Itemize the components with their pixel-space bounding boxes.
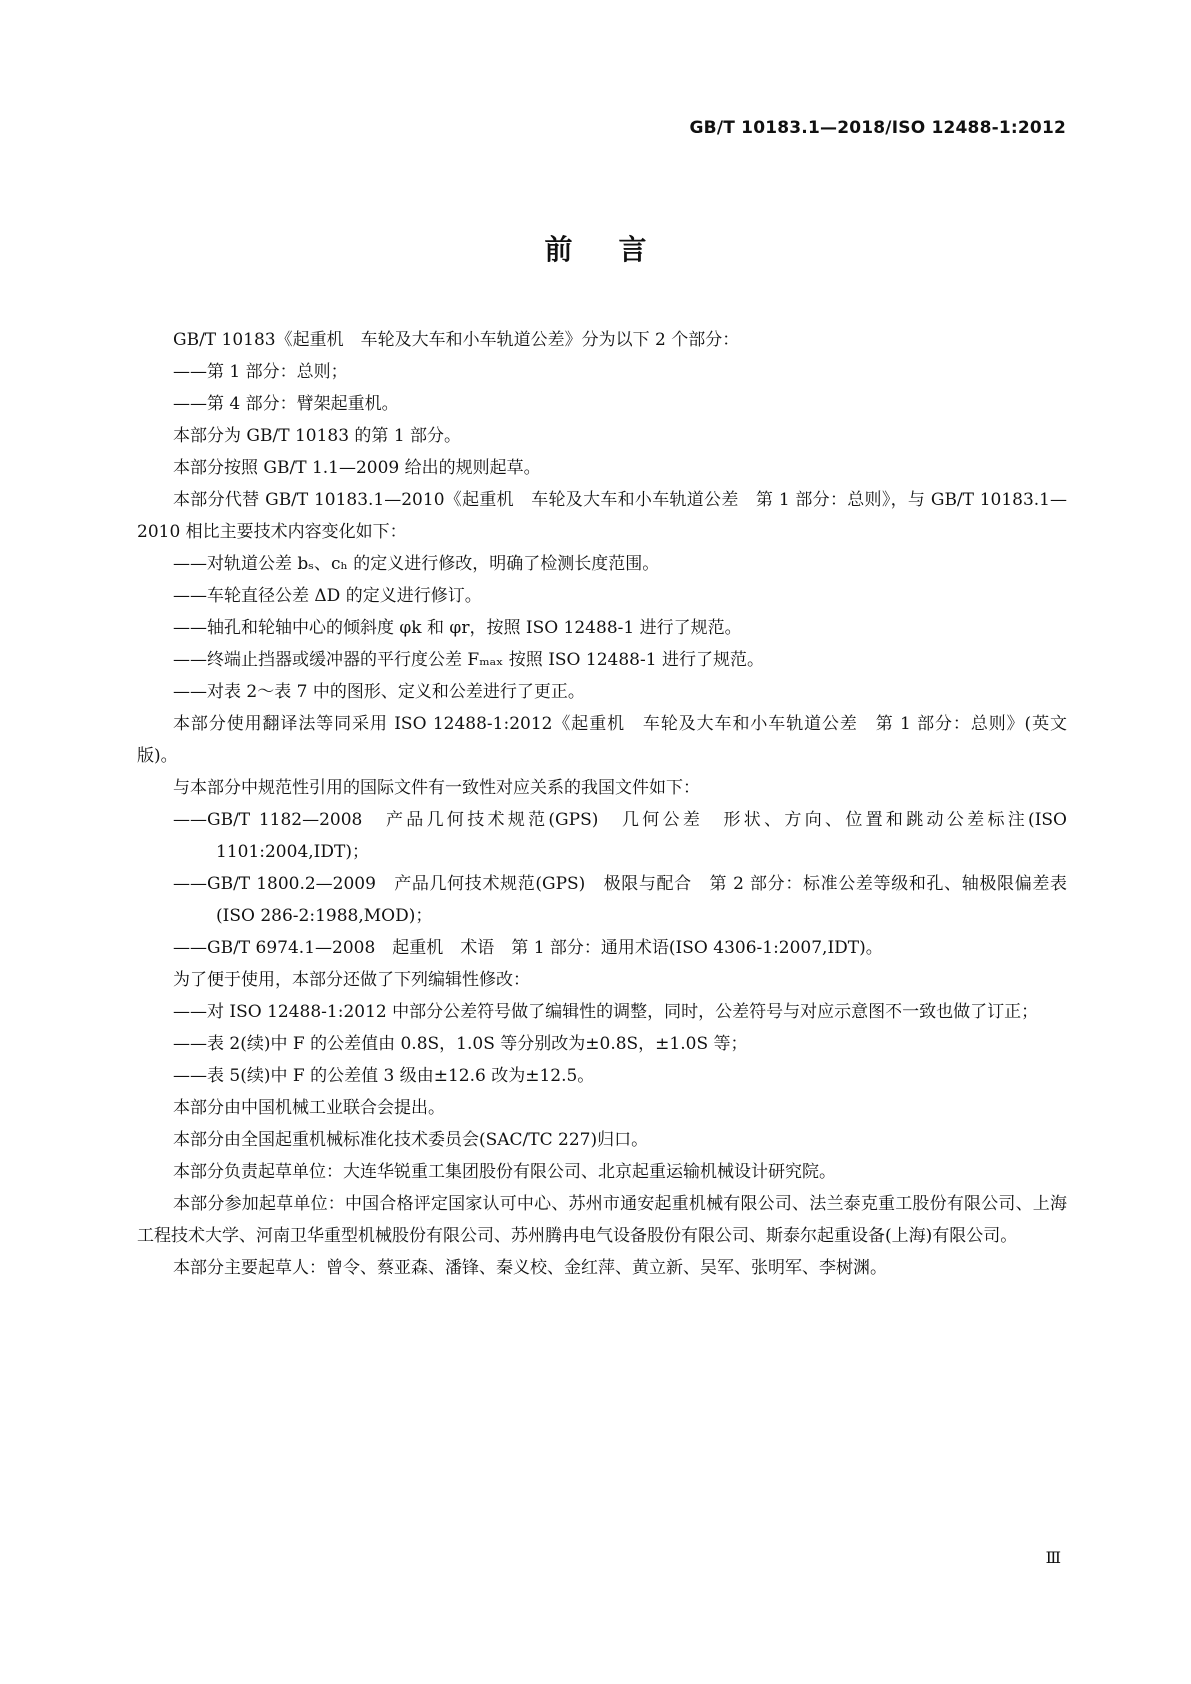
foreword-body [137, 324, 1067, 1284]
paragraph: 为了便于使用，本部分还做了下列编辑性修改： [173, 970, 530, 990]
list-item: ——表 5(续)中 F 的公差值 3 级由±12.6 改为±12.5。 [173, 1066, 595, 1086]
paragraph: 本部分按照 GB/T 1.1—2009 给出的规则起草。 [173, 458, 541, 478]
page-title: 前言 [544, 233, 693, 266]
paragraph: 本部分为 GB/T 10183 的第 1 部分。 [173, 426, 462, 446]
paragraph: GB/T 10183《起重机 车轮及大车和小车轨道公差》分为以下 2 个部分： [173, 330, 740, 350]
list-item: ——第 4 部分：臂架起重机。 [173, 394, 399, 414]
paragraph: 本部分负责起草单位：大连华锐重工集团股份有限公司、北京起重运输机械设计研究院。 [173, 1162, 836, 1182]
list-item: ——GB/T 6974.1—2008 起重机 术语 第 1 部分：通用术语(ISO 4306-1:2007,IDT)。 [173, 938, 883, 958]
list-item: ——表 2(续)中 F 的公差值由 0.8S，1.0S 等分别改为±0.8S，±1.0S 等； [173, 1034, 748, 1054]
list-item: ——车轮直径公差 ΔD 的定义进行修订。 [173, 586, 482, 606]
list-item: ——GB/T 1182—2008 产品几何技术规范(GPS) 几何公差 形状、方向、位置和跳动公差标注(ISO 1101:2004,IDT)； [173, 810, 1067, 862]
list-item: ——第 1 部分：总则； [173, 362, 348, 382]
paragraph: 本部分使用翻译法等同采用 ISO 12488-1:2012《起重机 车轮及大车和小车轨道公差 第 1 部分：总则》(英文版)。 [137, 714, 1067, 766]
list-item: ——对表 2～表 7 中的图形、定义和公差进行了更正。 [173, 682, 585, 702]
paragraph: 本部分参加起草单位：中国合格评定国家认可中心、苏州市通安起重机械有限公司、法兰泰克重工股份有限公司、上海工程技术大学、河南卫华重型机械股份有限公司、苏州腾冉电气设备股份有限公司、斯泰尔起重设备(上海)有限公司。 [137, 1194, 1067, 1246]
paragraph: 本部分代替 GB/T 10183.1—2010《起重机 车轮及大车和小车轨道公差 第 1 部分：总则》，与 GB/T 10183.1—2010 相比主要技术内容变化如下： [137, 490, 1067, 542]
list-item: ——轴孔和轮轴中心的倾斜度 φk 和 φr，按照 ISO 12488-1 进行了规范。 [173, 618, 742, 638]
paragraph: 本部分主要起草人：曾令、蔡亚森、潘锋、秦义校、金红萍、黄立新、吴军、张明军、李树渊。 [173, 1258, 887, 1278]
list-item: ——对 ISO 12488-1:2012 中部分公差符号做了编辑性的调整，同时，公差符号与对应示意图不一致也做了订正； [173, 1002, 1039, 1022]
list-item: ——对轨道公差 bₛ、cₕ 的定义进行修改，明确了检测长度范围。 [173, 554, 660, 574]
paragraph: 本部分由全国起重机械标准化技术委员会(SAC/TC 227)归口。 [173, 1130, 649, 1150]
list-item: ——终端止挡器或缓冲器的平行度公差 Fₘₐₓ 按照 ISO 12488-1 进行了规范。 [173, 650, 764, 670]
list-item: ——GB/T 1800.2—2009 产品几何技术规范(GPS) 极限与配合 第 2 部分：标准公差等级和孔、轴极限偏差表(ISO 286-2:1988,MOD)； [173, 874, 1067, 926]
paragraph: 本部分由中国机械工业联合会提出。 [173, 1098, 445, 1118]
standard-code-header: GB/T 10183.1—2018/ISO 12488-1:2012 [689, 118, 1066, 138]
paragraph: 与本部分中规范性引用的国际文件有一致性对应关系的我国文件如下： [173, 778, 700, 798]
page-number: Ⅲ [1045, 1548, 1061, 1567]
